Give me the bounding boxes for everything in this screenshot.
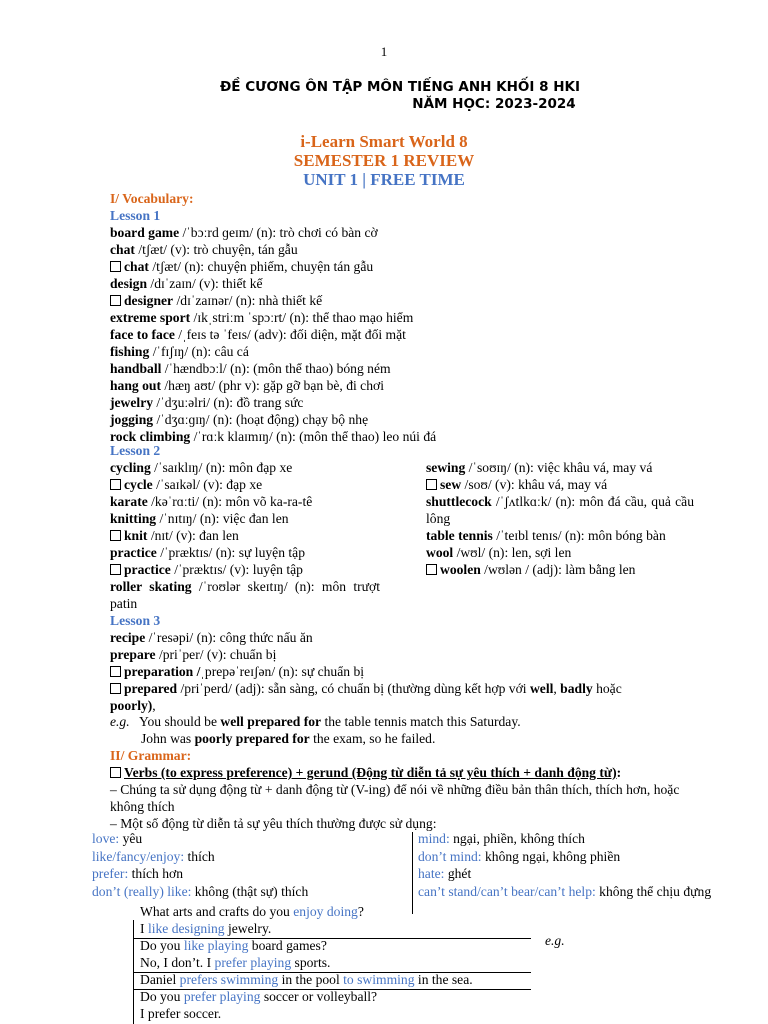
bullet-box-icon xyxy=(110,295,121,306)
review-title: SEMESTER 1 REVIEW xyxy=(293,151,475,170)
prepared-entry: prepared /priˈperd/ (adj): sẵn sàng, có chuẩn bị (thường dùng kết hợp với well, badly hoặc poorly), xyxy=(110,681,622,713)
vocab-entry: shuttlecock /ˈʃʌtlkɑːk/ (n): môn đá cầu, quả cầu lông xyxy=(426,494,694,526)
example-sentence: I prefer soccer. xyxy=(140,1006,222,1021)
bullet-box-icon xyxy=(110,479,121,490)
bullet-box-icon xyxy=(110,666,121,677)
vocab-entry: design /dɪˈzaɪn/ (v): thiết kế xyxy=(110,276,263,291)
preference-verb-row: prefer: thích hơn xyxy=(92,866,183,881)
vocab-entry: sewing /ˈsoʊɪŋ/ (n): việc khâu vá, may vá xyxy=(426,460,653,475)
vocab-entry: preparation /ˌprepəˈreɪʃən/ (n): sự chuẩn bị xyxy=(110,663,364,680)
example-sentence: John was poorly prepared for the exam, so he failed. xyxy=(141,731,436,746)
vocab-entry: sew /soʊ/ (v): khâu vá, may vá xyxy=(426,476,694,493)
preference-verb-row: don’t mind: không ngại, không phiền xyxy=(418,848,621,864)
grammar-rule: Verbs (to express preference) + gerund (Động từ diễn tả sự yêu thích + danh động từ): xyxy=(110,764,621,781)
bullet-box-icon xyxy=(426,479,437,490)
vocab-entry: chat /tʃæt/ (n): chuyện phiếm, chuyện tán gẫu xyxy=(110,258,436,275)
lesson3-label: Lesson 3 xyxy=(110,613,161,628)
example-sentence: You should be well prepared for the table tennis match this Saturday. xyxy=(139,714,521,729)
bullet-box-icon xyxy=(110,261,121,272)
preference-verb-row: mind: ngại, phiền, không thích xyxy=(418,831,585,846)
bullet-box-icon xyxy=(110,530,121,541)
preference-verb-row: like/fancy/enjoy: thích xyxy=(92,848,215,864)
unit-title: UNIT 1 | FREE TIME xyxy=(303,170,465,189)
lesson1-label: Lesson 1 xyxy=(110,208,161,223)
vocab-entry: extreme sport /ɪkˌstriːm ˈspɔːrt/ (n): thể thao mạo hiểm xyxy=(110,310,414,325)
lesson2-vocab-left xyxy=(110,459,380,612)
example-sentence: Daniel prefers swimming in the pool to swimming in the sea. xyxy=(140,972,473,987)
example-sentence: What arts and crafts do you enjoy doing? xyxy=(140,904,364,919)
preference-verb-row: don’t (really) like: không (thật sự) thích xyxy=(92,883,309,899)
lesson1-vocab-list xyxy=(110,224,436,445)
grammar-heading: II/ Grammar: xyxy=(110,748,192,763)
vocab-entry: table tennis /ˈteɪbl tenɪs/ (n): môn bóng bàn xyxy=(426,528,666,543)
example-table-border xyxy=(133,989,531,990)
eg-label: e.g. xyxy=(545,933,565,948)
vocab-entry: recipe /ˈresəpi/ (n): công thức nấu ăn xyxy=(110,630,313,645)
example-sentence: Do you like playing board games? xyxy=(140,938,327,953)
example-sentence: No, I don’t. I prefer playing sports. xyxy=(140,955,331,970)
vocab-entry: wool /wʊl/ (n): len, sợi len xyxy=(426,545,572,560)
preference-verb-row: hate: ghét xyxy=(418,866,472,881)
vocab-entry: cycling /ˈsaɪklɪŋ/ (n): môn đạp xe xyxy=(110,460,293,475)
preference-verbs-right xyxy=(418,830,711,900)
vocab-entry: practice /ˈpræktɪs/ (n): sự luyện tập xyxy=(110,545,305,560)
vocab-entry: face to face /ˌfeɪs tə ˈfeɪs/ (adv): đối diện, mặt đối mặt xyxy=(110,327,406,342)
vocab-entry: hang out /hæŋ aʊt/ (phr v): gặp gỡ bạn bè, đi chơi xyxy=(110,378,384,393)
vocab-entry: designer /dɪˈzaɪnər/ (n): nhà thiết kế xyxy=(110,292,436,309)
vocab-entry: practice /ˈpræktɪs/ (v): luyện tập xyxy=(110,561,380,578)
lesson2-vocab-right xyxy=(426,459,694,578)
example-sentence: I like designing jewelry. xyxy=(140,921,272,936)
bullet-box-icon xyxy=(426,564,437,575)
preference-verb-row: can’t stand/can’t bear/can’t help: không thể chịu đựng xyxy=(418,883,712,899)
book-title: i-Learn Smart World 8 xyxy=(300,132,468,151)
vocab-entry: fishing /ˈfɪʃɪŋ/ (n): câu cá xyxy=(110,344,249,359)
preference-verb-row: love: yêu xyxy=(92,831,143,846)
bullet-box-icon xyxy=(110,564,121,575)
vocab-entry: knitting /ˈnɪtɪŋ/ (n): việc đan len xyxy=(110,511,289,526)
preference-verbs-left xyxy=(92,830,308,900)
vocab-entry: karate /kəˈrɑːti/ (n): môn võ ka-ra-tê xyxy=(110,494,313,509)
example-sentence: Do you prefer playing soccer or volleyball? xyxy=(140,989,378,1004)
vocab-entry: cycle /ˈsaɪkəl/ (v): đạp xe xyxy=(110,476,380,493)
lesson2-label: Lesson 2 xyxy=(110,443,161,458)
vocab-entry: woolen /wʊlən / (adj): làm bằng len xyxy=(426,561,694,578)
example-table-border xyxy=(133,938,531,939)
vocab-entry: prepare /priˈper/ (v): chuẩn bị xyxy=(110,647,277,662)
vocab-entry: handball /ˈhændbɔːl/ (n): (môn thể thao) bóng ném xyxy=(110,361,391,376)
vocab-entry: roller skating /ˈroʊlər skeɪtɪŋ/ (n): môn trượt patin xyxy=(110,579,380,611)
bullet-box-icon xyxy=(110,767,121,778)
vocab-entry: rock climbing /ˈrɑːk klaɪmɪŋ/ (n): (môn thể thao) leo núi đá xyxy=(110,429,437,444)
page-number: 1 xyxy=(380,44,388,59)
vocab-entry: board game /ˈbɔːrd ɡeɪm/ (n): trò chơi có bàn cờ xyxy=(110,225,378,240)
prepared-examples xyxy=(110,713,521,747)
grammar-bullet2: – Một số động từ diễn tả sự yêu thích thường được sử dụng: xyxy=(110,816,437,831)
vocabulary-heading: I/ Vocabulary: xyxy=(110,191,194,206)
grammar-examples xyxy=(140,903,473,1022)
bullet-box-icon xyxy=(110,683,121,694)
vocab-entry: jogging /ˈdʒɑːɡɪŋ/ (n): (hoạt động) chạy bộ nhẹ xyxy=(110,412,369,427)
vocab-entry: knit /nɪt/ (v): đan len xyxy=(110,527,380,544)
document-header-line1: ĐỀ CƯƠNG ÔN TẬP MÔN TIẾNG ANH KHỐI 8 HKI xyxy=(219,79,581,95)
column-divider xyxy=(412,832,413,914)
vocab-entry: jewelry /ˈdʒuːəlri/ (n): đồ trang sức xyxy=(110,395,304,410)
document-header-line2: NĂM HỌC: 2023-2024 xyxy=(412,96,576,112)
example-table-border xyxy=(133,972,531,973)
vocab-entry: chat /tʃæt/ (v): trò chuyện, tán gẫu xyxy=(110,242,298,257)
lesson3-vocab-list xyxy=(110,629,364,680)
eg-label: e.g. xyxy=(110,714,130,729)
grammar-bullet1: – Chúng ta sử dụng động từ + danh động từ (V-ing) để nói về những điều bản thân thích, thích hơn, hoặc không thích xyxy=(110,782,680,814)
